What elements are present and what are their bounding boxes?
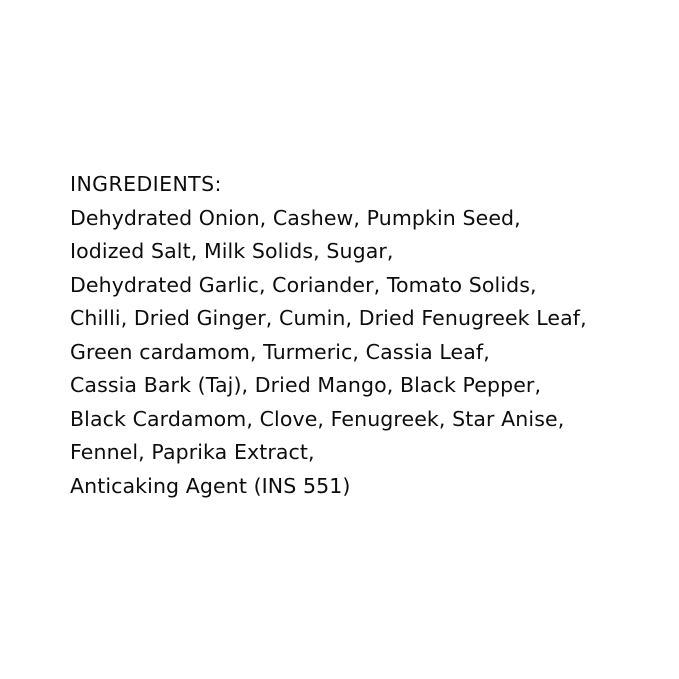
ingredients-line: Anticaking Agent (INS 551): [70, 473, 351, 498]
ingredients-line: Black Cardamom, Clove, Fenugreek, Star Anise,: [70, 406, 565, 431]
ingredients-line: Green cardamom, Turmeric, Cassia Leaf,: [70, 339, 490, 364]
ingredients-heading: INGREDIENTS:: [70, 172, 222, 196]
ingredients-line: Fennel, Paprika Extract,: [70, 440, 315, 464]
ingredients-line: Chilli, Dried Ginger, Cumin, Dried Fenugreek Leaf,: [70, 306, 587, 330]
ingredients-line: Dehydrated Onion, Cashew, Pumpkin Seed,: [70, 205, 521, 230]
ingredients-line: Cassia Bark (Taj), Dried Mango, Black Pepper,: [70, 373, 542, 397]
ingredients-line: Iodized Salt, Milk Solids, Sugar,: [70, 239, 394, 263]
ingredients-block: [70, 168, 630, 503]
ingredients-line: Dehydrated Garlic, Coriander, Tomato Solids,: [70, 272, 537, 297]
